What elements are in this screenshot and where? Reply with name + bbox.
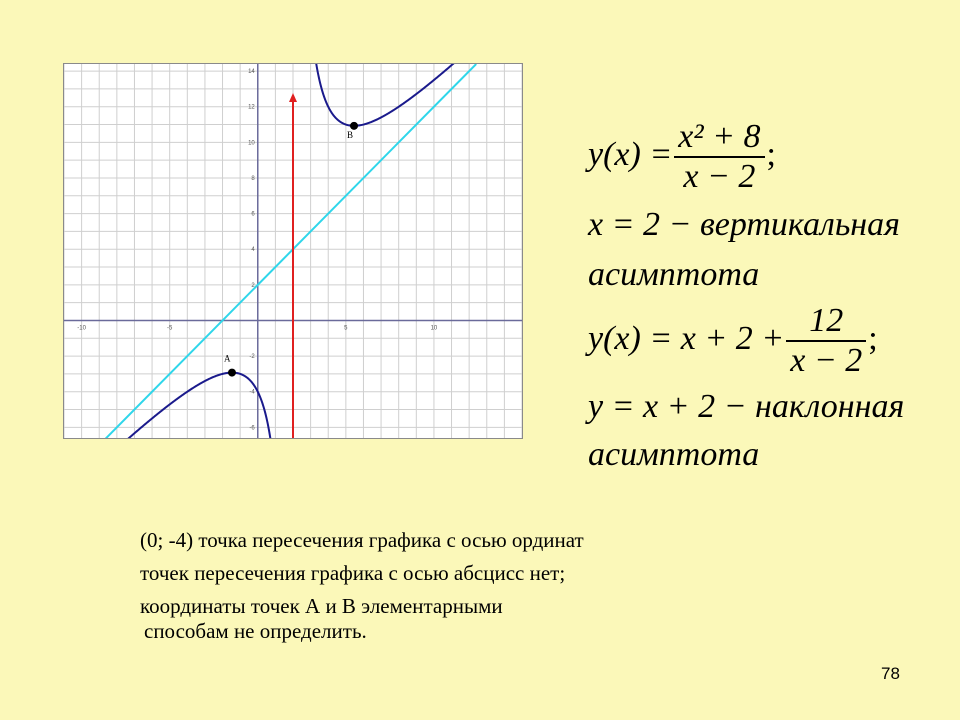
y-tick-label: 12 (248, 104, 255, 111)
notes-block (140, 528, 584, 643)
curve-right-branch (312, 64, 492, 126)
formula-decomposition-fraction (786, 304, 866, 378)
formula-vertical-asymptote-label (588, 258, 759, 292)
y-tick-label: -2 (249, 354, 255, 361)
point-a-marker (228, 369, 236, 377)
formula-oblique-asymptote-line2: асимптота (588, 436, 760, 473)
formula-oblique-asymptote-line1: y = x + 2 − наклонная (588, 388, 905, 425)
formula-vertical-asymptote-line1: x = 2 − вертикальная (588, 206, 900, 243)
y-tick-label: 8 (251, 175, 255, 182)
note-points-coordinates-continued: способам не определить. (144, 619, 367, 643)
y-tick-label: 14 (248, 69, 255, 76)
y-tick-label: -4 (249, 389, 255, 396)
x-tick-label: -10 (77, 325, 86, 332)
page-number: 78 (881, 664, 900, 683)
formula-oblique-asymptote-label (588, 438, 759, 472)
formula-vertical-asymptote-line2: асимптота (588, 256, 760, 293)
x-tick-label: 5 (344, 325, 348, 332)
formula-function-lhs: y(x) = (588, 135, 673, 173)
formula-decomposition (588, 304, 878, 378)
y-tick-label: 10 (248, 140, 255, 147)
oblique-asymptote-line (64, 64, 476, 438)
y-tick-label: 2 (251, 282, 255, 289)
formula-oblique-asymptote (588, 390, 904, 424)
y-tick-label: 4 (251, 247, 255, 254)
x-tick-label: 10 (430, 325, 438, 332)
formula-function-denominator: x − 2 (683, 158, 756, 195)
note-y-intercept: (0; -4) точка пересечения графика с осью ординат (140, 528, 584, 552)
formula-function-fraction (674, 120, 764, 194)
formula-function (588, 120, 776, 194)
y-tick-label: -6 (249, 425, 255, 432)
note-no-x-intercepts: точек пересечения графика с осью абсцисс нет; (140, 561, 566, 585)
point-b-label: B (347, 129, 354, 140)
y-tick-label: 6 (251, 211, 255, 218)
formula-vertical-asymptote (588, 208, 900, 242)
point-a-label: A (223, 353, 231, 364)
formula-decomposition-lhs: y(x) = x + 2 + (588, 319, 785, 357)
x-tick-label: -5 (167, 325, 173, 332)
formula-decomposition-numerator: 12 (786, 304, 866, 342)
function-graph (63, 63, 523, 439)
formula-decomposition-denominator: x − 2 (790, 342, 863, 379)
formula-decomposition-end: ; (868, 319, 878, 357)
formula-function-end: ; (766, 135, 776, 173)
vertical-asymptote-arrowhead (289, 93, 297, 102)
note-points-coordinates: координаты точек А и В элементарными (140, 594, 503, 618)
point-b-marker (350, 122, 358, 130)
graph-canvas (64, 64, 522, 438)
formula-function-numerator: x² + 8 (674, 120, 764, 158)
